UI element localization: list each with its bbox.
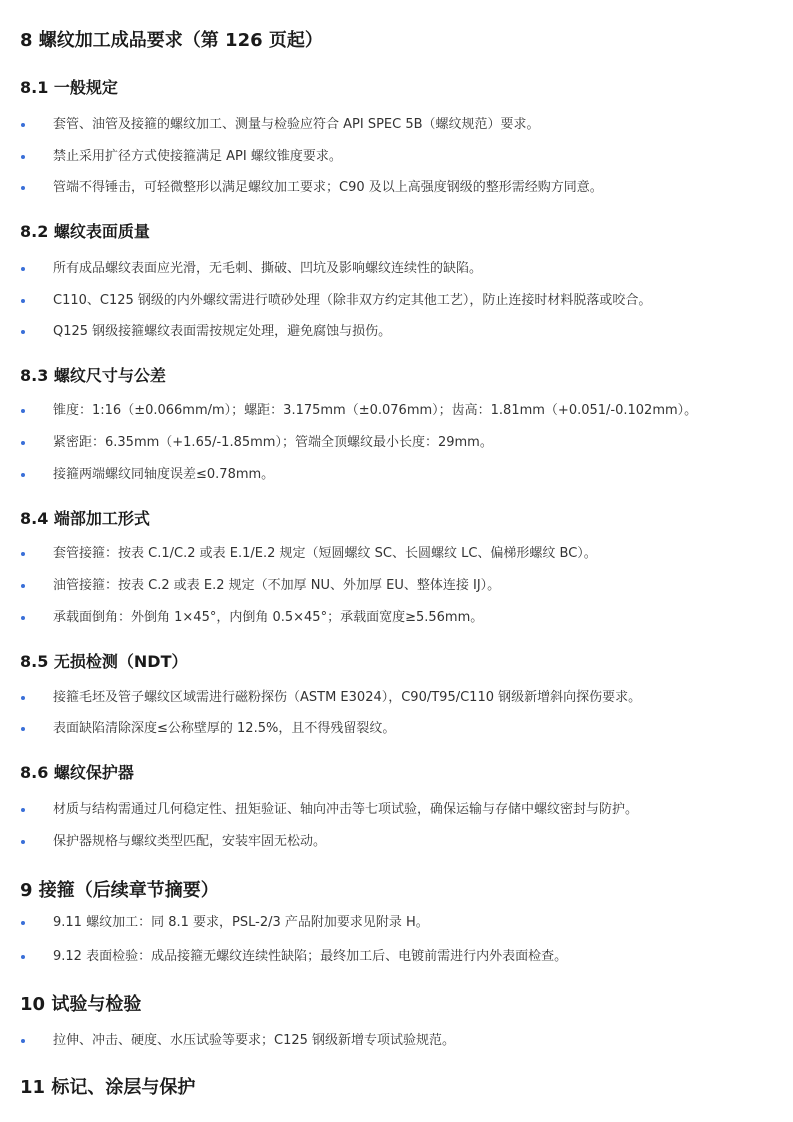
list-item: [20, 433, 780, 453]
bullet-dot-icon: [21, 473, 25, 477]
list-item: [20, 719, 780, 739]
list-item-text: 表面缺陷清除深度≤公称壁厚的 12.5%，且不得残留裂纹。: [53, 721, 396, 736]
list-item-text: 禁止采用扩径方式使接箍满足 API 螺纹锥度要求。: [53, 149, 342, 164]
list-item: [20, 608, 780, 628]
list-item: [20, 800, 780, 820]
list-item-text: Q125 钢级接箍螺纹表面需按规定处理，避免腐蚀与损伤。: [53, 324, 392, 339]
bullet-dot-icon: [21, 552, 25, 556]
bullet-dot-icon: [21, 409, 25, 413]
list-item-text: 拉伸、冲击、硬度、水压试验等要求；C125 钢级新增专项试验规范。: [53, 1033, 456, 1048]
bullet-dot-icon: [21, 955, 25, 959]
bullet-dot-icon: [21, 186, 25, 190]
bullet-dot-icon: [21, 808, 25, 812]
section-heading: 11 标记、涂层与保护: [20, 1077, 196, 1098]
section-heading: 8 螺纹加工成品要求（第 126 页起）: [20, 30, 323, 51]
list-item: [20, 688, 780, 708]
bullet-dot-icon: [21, 330, 25, 334]
bullet-dot-icon: [21, 616, 25, 620]
subsection-heading: 8.3 螺纹尺寸与公差: [20, 366, 166, 385]
list-item-text: 保护器规格与螺纹类型匹配，安装牢固无松动。: [53, 834, 327, 849]
list-item-text: 材质与结构需通过几何稳定性、扭矩验证、轴向冲击等七项试验，确保运输与存储中螺纹密封与防护。: [53, 802, 639, 817]
list-item-text: 所有成品螺纹表面应光滑，无毛刺、撕破、凹坑及影响螺纹连续性的缺陷。: [53, 261, 483, 276]
list-item: [20, 947, 780, 967]
list-item: [20, 465, 780, 485]
list-item-text: 套管、油管及接箍的螺纹加工、测量与检验应符合 API SPEC 5B（螺纹规范）要求。: [53, 117, 540, 132]
list-item: [20, 115, 780, 135]
bullet-dot-icon: [21, 155, 25, 159]
bullet-dot-icon: [21, 299, 25, 303]
list-item: [20, 291, 780, 311]
list-item: [20, 1031, 780, 1051]
list-item-text: 9.11 螺纹加工：同 8.1 要求，PSL-2/3 产品附加要求见附录 H。: [53, 915, 429, 930]
section-heading: 10 试验与检验: [20, 994, 142, 1015]
subsection-heading: 8.4 端部加工形式: [20, 509, 150, 528]
section-heading: 9 接箍（后续章节摘要）: [20, 880, 219, 901]
list-item-text: 接箍两端螺纹同轴度误差≤0.78mm。: [53, 467, 275, 482]
list-item: [20, 259, 780, 279]
list-item: [20, 832, 780, 852]
list-item-text: 油管接箍：按表 C.2 或表 E.2 规定（不加厚 NU、外加厚 EU、整体连接 IJ）。: [53, 578, 501, 593]
list-item: [20, 322, 780, 342]
list-item-text: 锥度：1:16（±0.066mm/m）；螺距：3.175mm（±0.076mm）；齿高：1.81mm（+0.051/-0.102mm）。: [53, 403, 698, 418]
bullet-dot-icon: [21, 123, 25, 127]
list-item: [20, 913, 780, 933]
list-item-text: 套管接箍：按表 C.1/C.2 或表 E.1/E.2 规定（短圆螺纹 SC、长圆螺纹 LC、偏梯形螺纹 BC）。: [53, 546, 597, 561]
list-item-text: 紧密距：6.35mm（+1.65/-1.85mm）；管端全顶螺纹最小长度：29mm。: [53, 435, 493, 450]
bullet-dot-icon: [21, 696, 25, 700]
bullet-dot-icon: [21, 840, 25, 844]
list-item-text: 9.12 表面检验：成品接箍无螺纹连续性缺陷；最终加工后、电镀前需进行内外表面检查。: [53, 949, 568, 964]
list-item-text: 管端不得锤击，可轻微整形以满足螺纹加工要求；C90 及以上高强度钢级的整形需经购方同意。: [53, 180, 603, 195]
bullet-dot-icon: [21, 584, 25, 588]
list-item-text: C110、C125 钢级的内外螺纹需进行喷砂处理（除非双方约定其他工艺），防止连接时材料脱落或咬合。: [53, 293, 652, 308]
subsection-heading: 8.1 一般规定: [20, 78, 118, 97]
bullet-dot-icon: [21, 727, 25, 731]
subsection-heading: 8.5 无损检测（NDT）: [20, 652, 188, 671]
list-item: [20, 576, 780, 596]
list-item-text: 承载面倒角：外倒角 1×45°，内倒角 0.5×45°；承载面宽度≥5.56mm。: [53, 610, 484, 625]
subsection-heading: 8.6 螺纹保护器: [20, 763, 134, 782]
subsection-heading: 8.2 螺纹表面质量: [20, 222, 150, 241]
list-item: [20, 544, 780, 564]
bullet-dot-icon: [21, 1039, 25, 1043]
bullet-dot-icon: [21, 441, 25, 445]
bullet-dot-icon: [21, 921, 25, 925]
list-item: [20, 147, 780, 167]
list-item: [20, 401, 780, 421]
bullet-dot-icon: [21, 267, 25, 271]
list-item-text: 接箍毛坯及管子螺纹区域需进行磁粉探伤（ASTM E3024），C90/T95/C110 钢级新增斜向探伤要求。: [53, 690, 642, 705]
list-item: [20, 178, 780, 198]
